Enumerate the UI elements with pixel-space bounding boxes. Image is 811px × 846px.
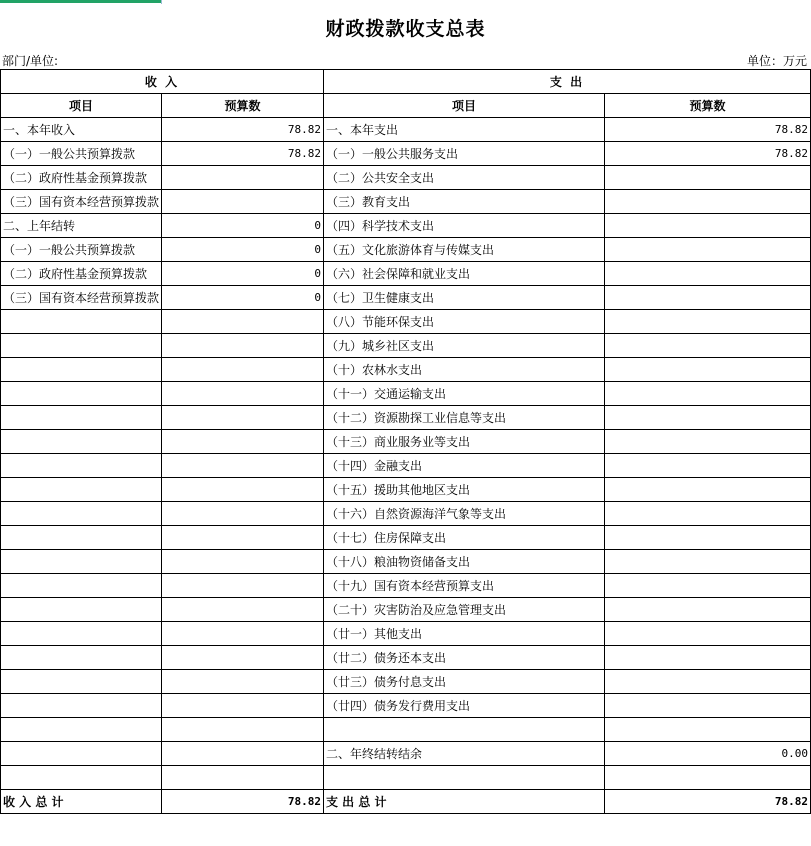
income-item-cell[interactable] [1, 382, 162, 406]
income-item-cell[interactable] [1, 526, 162, 550]
table-row [1, 358, 811, 382]
expense-item-cell[interactable]: （十六）自然资源海洋气象等支出 [324, 502, 605, 526]
income-item-cell[interactable]: （三）国有资本经营预算拨款 [1, 190, 162, 214]
income-item-cell[interactable] [1, 406, 162, 430]
income-amount-cell[interactable] [162, 406, 324, 430]
income-amount-cell[interactable] [162, 742, 324, 766]
income-amount-cell[interactable] [162, 694, 324, 718]
table-row [1, 454, 811, 478]
expense-amount-cell[interactable] [605, 406, 811, 430]
income-item-cell[interactable] [1, 742, 162, 766]
income-amount-header[interactable]: 预算数 [162, 94, 324, 118]
expense-amount-cell[interactable] [605, 454, 811, 478]
expense-amount-cell[interactable] [605, 526, 811, 550]
income-amount-cell[interactable] [162, 526, 324, 550]
expense-amount-header[interactable]: 预算数 [605, 94, 811, 118]
income-item-header[interactable]: 项目 [1, 94, 162, 118]
expense-item-cell[interactable] [324, 766, 605, 790]
income-amount-cell[interactable] [162, 166, 324, 190]
expense-item-cell[interactable]: 二、年终结转结余 [324, 742, 605, 766]
expense-total-label[interactable]: 支 出 总 计 [324, 790, 605, 814]
expense-item-cell[interactable]: （四）科学技术支出 [324, 214, 605, 238]
expense-item-cell[interactable]: （二）公共安全支出 [324, 166, 605, 190]
active-cell-accent [0, 0, 162, 3]
expense-amount-cell[interactable]: 78.82 [605, 118, 811, 142]
expense-amount-cell[interactable] [605, 550, 811, 574]
income-amount-cell[interactable] [162, 478, 324, 502]
table-row [1, 766, 811, 790]
expense-item-cell[interactable]: （十四）金融支出 [324, 454, 605, 478]
expense-section-header[interactable]: 支 出 [324, 70, 811, 94]
expense-item-cell[interactable]: （七）卫生健康支出 [324, 286, 605, 310]
income-item-cell[interactable] [1, 670, 162, 694]
expense-amount-cell[interactable] [605, 166, 811, 190]
income-item-cell[interactable] [1, 502, 162, 526]
expense-amount-cell[interactable] [605, 670, 811, 694]
income-item-cell[interactable] [1, 646, 162, 670]
expense-amount-cell[interactable] [605, 334, 811, 358]
table-row [1, 646, 811, 670]
income-amount-cell[interactable] [162, 622, 324, 646]
table-row [1, 238, 811, 262]
income-amount-cell[interactable]: 78.82 [162, 142, 324, 166]
expense-item-cell[interactable]: （十九）国有资本经营预算支出 [324, 574, 605, 598]
income-amount-cell[interactable] [162, 430, 324, 454]
table-row [1, 718, 811, 742]
income-item-cell[interactable]: 一、本年收入 [1, 118, 162, 142]
expense-item-cell[interactable] [324, 718, 605, 742]
expense-total-amount[interactable]: 78.82 [605, 790, 811, 814]
table-row [1, 286, 811, 310]
expense-amount-cell[interactable]: 78.82 [605, 142, 811, 166]
income-item-cell[interactable] [1, 478, 162, 502]
table-row [1, 622, 811, 646]
expense-amount-cell[interactable] [605, 238, 811, 262]
column-divider [161, 0, 162, 4]
expense-item-cell[interactable]: （十一）交通运输支出 [324, 382, 605, 406]
window-top-bar [0, 0, 811, 4]
expense-amount-cell[interactable] [605, 214, 811, 238]
income-amount-cell[interactable] [162, 502, 324, 526]
income-amount-cell[interactable]: 0 [162, 214, 324, 238]
income-amount-cell[interactable] [162, 358, 324, 382]
expense-item-cell[interactable]: （十）农林水支出 [324, 358, 605, 382]
income-item-cell[interactable] [1, 454, 162, 478]
table-row [1, 406, 811, 430]
expense-amount-cell[interactable] [605, 310, 811, 334]
income-amount-cell[interactable]: 78.82 [162, 118, 324, 142]
expense-item-cell[interactable]: （十五）援助其他地区支出 [324, 478, 605, 502]
expense-amount-cell[interactable] [605, 718, 811, 742]
expense-item-cell[interactable]: （八）节能环保支出 [324, 310, 605, 334]
table-row [1, 262, 811, 286]
income-amount-cell[interactable] [162, 670, 324, 694]
income-amount-cell[interactable]: 0 [162, 238, 324, 262]
income-item-cell[interactable] [1, 622, 162, 646]
income-item-cell[interactable] [1, 766, 162, 790]
table-row [1, 526, 811, 550]
table-row [1, 190, 811, 214]
budget-table [0, 69, 811, 814]
expense-amount-cell[interactable] [605, 574, 811, 598]
expense-amount-cell[interactable] [605, 502, 811, 526]
department-label: 部门/单位: [2, 54, 59, 68]
expense-amount-cell[interactable] [605, 430, 811, 454]
income-amount-cell[interactable] [162, 334, 324, 358]
expense-amount-cell[interactable] [605, 190, 811, 214]
income-amount-cell[interactable] [162, 646, 324, 670]
income-amount-cell[interactable]: 0 [162, 286, 324, 310]
income-item-cell[interactable] [1, 718, 162, 742]
income-item-cell[interactable] [1, 550, 162, 574]
expense-amount-cell[interactable] [605, 358, 811, 382]
expense-item-cell[interactable]: （十二）资源勘探工业信息等支出 [324, 406, 605, 430]
expense-item-cell[interactable]: （十八）粮油物资储备支出 [324, 550, 605, 574]
income-amount-cell[interactable] [162, 598, 324, 622]
table-row [1, 670, 811, 694]
expense-item-cell[interactable]: （廿四）债务发行费用支出 [324, 694, 605, 718]
income-item-cell[interactable]: 二、上年结转 [1, 214, 162, 238]
expense-item-cell[interactable]: （廿二）债务还本支出 [324, 646, 605, 670]
income-amount-cell[interactable] [162, 382, 324, 406]
table-row [1, 502, 811, 526]
income-item-cell[interactable] [1, 310, 162, 334]
income-amount-cell[interactable] [162, 310, 324, 334]
income-item-cell[interactable] [1, 574, 162, 598]
income-total-label[interactable]: 收 入 总 计 [1, 790, 162, 814]
income-item-cell[interactable] [1, 358, 162, 382]
totals-row [1, 790, 811, 814]
expense-amount-cell[interactable] [605, 766, 811, 790]
expense-item-cell[interactable]: （三）教育支出 [324, 190, 605, 214]
table-row [1, 382, 811, 406]
table-row [1, 166, 811, 190]
income-amount-cell[interactable]: 0 [162, 262, 324, 286]
income-item-cell[interactable] [1, 334, 162, 358]
income-section-header[interactable]: 收 入 [1, 70, 324, 94]
expense-item-cell[interactable]: （廿三）债务付息支出 [324, 670, 605, 694]
expense-item-header[interactable]: 项目 [324, 94, 605, 118]
expense-amount-cell[interactable]: 0.00 [605, 742, 811, 766]
income-item-cell[interactable]: （二）政府性基金预算拨款 [1, 262, 162, 286]
income-item-cell[interactable]: （三）国有资本经营预算拨款 [1, 286, 162, 310]
expense-item-cell[interactable]: （二十）灾害防治及应急管理支出 [324, 598, 605, 622]
expense-item-cell[interactable]: 一、本年支出 [324, 118, 605, 142]
expense-amount-cell[interactable] [605, 478, 811, 502]
page-title: 财政拨款收支总表 [325, 18, 486, 40]
expense-amount-cell[interactable] [605, 694, 811, 718]
income-item-cell[interactable] [1, 694, 162, 718]
income-amount-cell[interactable] [162, 190, 324, 214]
income-amount-cell[interactable] [162, 718, 324, 742]
table-row [1, 574, 811, 598]
expense-amount-cell[interactable] [605, 382, 811, 406]
income-total-amount[interactable]: 78.82 [162, 790, 324, 814]
expense-item-cell[interactable]: （一）一般公共服务支出 [324, 142, 605, 166]
expense-item-cell[interactable]: （九）城乡社区支出 [324, 334, 605, 358]
table-row [1, 334, 811, 358]
table-row [1, 430, 811, 454]
income-item-cell[interactable]: （一）一般公共预算拨款 [1, 142, 162, 166]
expense-item-cell[interactable]: （廿一）其他支出 [324, 622, 605, 646]
income-amount-cell[interactable] [162, 550, 324, 574]
unit-label: 单位：万元 [746, 54, 807, 68]
expense-amount-cell[interactable] [605, 262, 811, 286]
income-amount-cell[interactable] [162, 574, 324, 598]
income-item-cell[interactable] [1, 430, 162, 454]
expense-item-cell[interactable]: （五）文化旅游体育与传媒支出 [324, 238, 605, 262]
table-row [1, 550, 811, 574]
income-item-cell[interactable] [1, 598, 162, 622]
table-row [1, 742, 811, 766]
expense-amount-cell[interactable] [605, 622, 811, 646]
table-row [1, 598, 811, 622]
table-row [1, 310, 811, 334]
expense-amount-cell[interactable] [605, 598, 811, 622]
income-item-cell[interactable]: （一）一般公共预算拨款 [1, 238, 162, 262]
table-row [1, 694, 811, 718]
table-row [1, 478, 811, 502]
expense-amount-cell[interactable] [605, 646, 811, 670]
income-amount-cell[interactable] [162, 766, 324, 790]
income-amount-cell[interactable] [162, 454, 324, 478]
expense-item-cell[interactable]: （六）社会保障和就业支出 [324, 262, 605, 286]
table-row [1, 142, 811, 166]
table-row [1, 118, 811, 142]
expense-item-cell[interactable]: （十七）住房保障支出 [324, 526, 605, 550]
expense-item-cell[interactable]: （十三）商业服务业等支出 [324, 430, 605, 454]
expense-amount-cell[interactable] [605, 286, 811, 310]
income-item-cell[interactable]: （二）政府性基金预算拨款 [1, 166, 162, 190]
table-row [1, 214, 811, 238]
